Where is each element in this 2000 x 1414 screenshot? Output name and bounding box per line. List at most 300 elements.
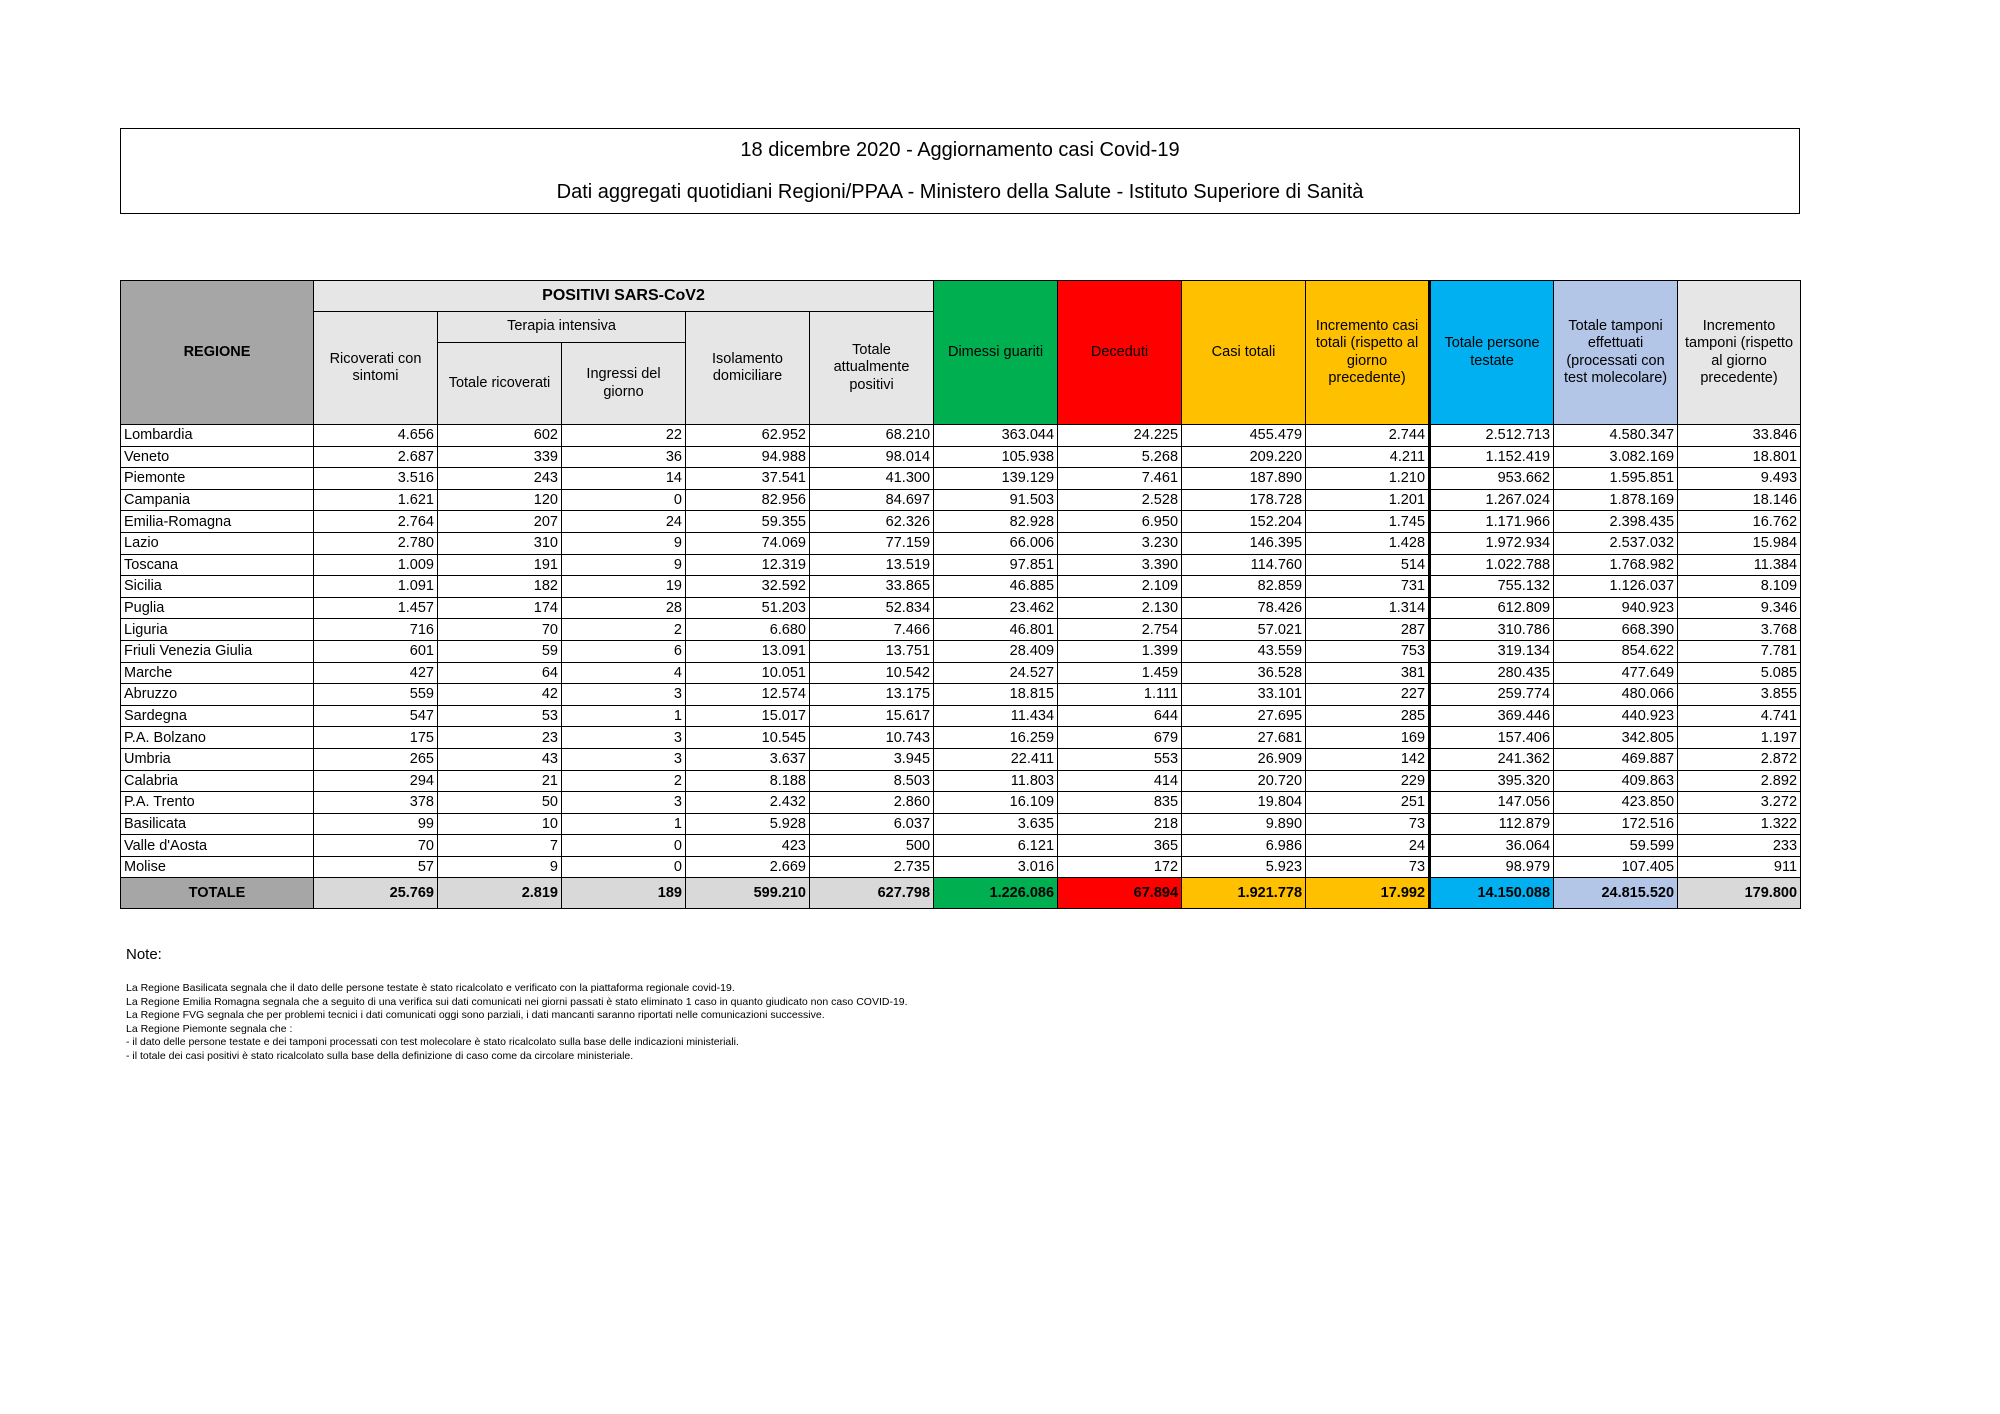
- table-row: [121, 835, 1801, 857]
- value-cell: 2.754: [1058, 619, 1182, 641]
- notes-title: Note:: [126, 946, 162, 963]
- total-value-cell: 599.210: [686, 878, 810, 909]
- table-row: [121, 446, 1801, 468]
- value-cell: 11.434: [934, 705, 1058, 727]
- value-cell: 157.406: [1430, 727, 1554, 749]
- value-cell: 3.855: [1678, 684, 1801, 706]
- value-cell: 469.887: [1554, 748, 1678, 770]
- value-cell: 2.512.713: [1430, 425, 1554, 447]
- value-cell: 120: [438, 489, 562, 511]
- value-cell: 381: [1306, 662, 1430, 684]
- value-cell: 251: [1306, 792, 1430, 814]
- value-cell: 4.580.347: [1554, 425, 1678, 447]
- region-name-cell: Calabria: [121, 770, 314, 792]
- value-cell: 1.091: [314, 576, 438, 598]
- value-cell: 97.851: [934, 554, 1058, 576]
- note-line: - il dato delle persone testate e dei tamponi processati con test molecolare è stato ricalcolato sulla base delle indicazioni ministeriali.: [126, 1036, 739, 1048]
- value-cell: 2.687: [314, 446, 438, 468]
- value-cell: 13.091: [686, 640, 810, 662]
- value-cell: 59: [438, 640, 562, 662]
- value-cell: 1.267.024: [1430, 489, 1554, 511]
- header-dimessi: Dimessi guariti: [934, 281, 1058, 425]
- value-cell: 11.803: [934, 770, 1058, 792]
- value-cell: 265: [314, 748, 438, 770]
- table-row: [121, 576, 1801, 598]
- value-cell: 16.762: [1678, 511, 1801, 533]
- total-value-cell: 179.800: [1678, 878, 1801, 909]
- value-cell: 33.846: [1678, 425, 1801, 447]
- value-cell: 107.405: [1554, 856, 1678, 878]
- value-cell: 679: [1058, 727, 1182, 749]
- region-name-cell: Toscana: [121, 554, 314, 576]
- value-cell: 21: [438, 770, 562, 792]
- value-cell: 82.859: [1182, 576, 1306, 598]
- value-cell: 3.637: [686, 748, 810, 770]
- header-deceduti: Deceduti: [1058, 281, 1182, 425]
- value-cell: 229: [1306, 770, 1430, 792]
- value-cell: 2.669: [686, 856, 810, 878]
- note-line: La Regione Basilicata segnala che il dato delle persone testate è stato ricalcolato e verificato con la piattaforma regionale covid-19.: [126, 982, 735, 994]
- value-cell: 174: [438, 597, 562, 619]
- total-value-cell: 25.769: [314, 878, 438, 909]
- value-cell: 294: [314, 770, 438, 792]
- table-row: [121, 792, 1801, 814]
- header-tamponi: Totale tamponi effettuati (processati con test molecolare): [1554, 281, 1678, 425]
- value-cell: 310.786: [1430, 619, 1554, 641]
- note-line: La Regione Emilia Romagna segnala che a seguito di una verifica sui dati comunicati nei giorni passati è stato eliminato 1 caso in quanto giudicato non caso COVID-19.: [126, 995, 908, 1008]
- value-cell: 15.017: [686, 705, 810, 727]
- value-cell: 13.519: [810, 554, 934, 576]
- value-cell: 731: [1306, 576, 1430, 598]
- value-cell: 644: [1058, 705, 1182, 727]
- table-row: [121, 640, 1801, 662]
- value-cell: 10.542: [810, 662, 934, 684]
- value-cell: 8.109: [1678, 576, 1801, 598]
- value-cell: 7.461: [1058, 468, 1182, 490]
- total-value-cell: 14.150.088: [1430, 878, 1554, 909]
- header-isolamento: Isolamento domiciliare: [686, 312, 810, 425]
- value-cell: 602: [438, 425, 562, 447]
- value-cell: 4.656: [314, 425, 438, 447]
- value-cell: 2.860: [810, 792, 934, 814]
- header-positivi: POSITIVI SARS-CoV2: [314, 281, 934, 312]
- value-cell: 2.892: [1678, 770, 1801, 792]
- value-cell: 1: [562, 705, 686, 727]
- value-cell: 227: [1306, 684, 1430, 706]
- value-cell: 78.426: [1182, 597, 1306, 619]
- value-cell: 98.014: [810, 446, 934, 468]
- value-cell: 12.319: [686, 554, 810, 576]
- value-cell: 1.972.934: [1430, 532, 1554, 554]
- value-cell: 2: [562, 770, 686, 792]
- value-cell: 59.599: [1554, 835, 1678, 857]
- value-cell: 11.384: [1678, 554, 1801, 576]
- report-title-box: [120, 128, 1800, 214]
- value-cell: 477.649: [1554, 662, 1678, 684]
- value-cell: 1.457: [314, 597, 438, 619]
- value-cell: 23: [438, 727, 562, 749]
- value-cell: 2.109: [1058, 576, 1182, 598]
- value-cell: 33.865: [810, 576, 934, 598]
- table-row: [121, 684, 1801, 706]
- region-name-cell: Lazio: [121, 532, 314, 554]
- value-cell: 2.780: [314, 532, 438, 554]
- value-cell: 547: [314, 705, 438, 727]
- value-cell: 209.220: [1182, 446, 1306, 468]
- value-cell: 187.890: [1182, 468, 1306, 490]
- total-value-cell: 24.815.520: [1554, 878, 1678, 909]
- value-cell: 23.462: [934, 597, 1058, 619]
- value-cell: 668.390: [1554, 619, 1678, 641]
- value-cell: 172: [1058, 856, 1182, 878]
- header-incremento-tamponi: Incremento tamponi (rispetto al giorno precedente): [1678, 281, 1801, 425]
- value-cell: 243: [438, 468, 562, 490]
- value-cell: 395.320: [1430, 770, 1554, 792]
- header-persone-testate: Totale persone testate: [1430, 281, 1554, 425]
- value-cell: 53: [438, 705, 562, 727]
- value-cell: 12.574: [686, 684, 810, 706]
- region-name-cell: Umbria: [121, 748, 314, 770]
- value-cell: 41.300: [810, 468, 934, 490]
- value-cell: 1.459: [1058, 662, 1182, 684]
- value-cell: 218: [1058, 813, 1182, 835]
- value-cell: 37.541: [686, 468, 810, 490]
- value-cell: 3: [562, 727, 686, 749]
- table-row: [121, 748, 1801, 770]
- value-cell: 1.126.037: [1554, 576, 1678, 598]
- totals-row: [121, 878, 1801, 909]
- table-row: [121, 813, 1801, 835]
- total-value-cell: 67.894: [1058, 878, 1182, 909]
- table-row: [121, 425, 1801, 447]
- note-line: La Regione FVG segnala che per problemi tecnici i dati comunicati oggi sono parziali, i dati mancanti saranno riportati nelle comunicazioni successive.: [126, 1009, 825, 1021]
- value-cell: 36: [562, 446, 686, 468]
- value-cell: 9.346: [1678, 597, 1801, 619]
- value-cell: 5.268: [1058, 446, 1182, 468]
- total-value-cell: 1.921.778: [1182, 878, 1306, 909]
- value-cell: 280.435: [1430, 662, 1554, 684]
- value-cell: 0: [562, 856, 686, 878]
- value-cell: 36.528: [1182, 662, 1306, 684]
- table-row: [121, 727, 1801, 749]
- value-cell: 423.850: [1554, 792, 1678, 814]
- value-cell: 3.230: [1058, 532, 1182, 554]
- value-cell: 43: [438, 748, 562, 770]
- table-row: [121, 468, 1801, 490]
- value-cell: 409.863: [1554, 770, 1678, 792]
- value-cell: 285: [1306, 705, 1430, 727]
- value-cell: 7.781: [1678, 640, 1801, 662]
- report-subtitle: Dati aggregati quotidiani Regioni/PPAA - Ministero della Salute - Istituto Superiore di Sanità: [556, 181, 1364, 203]
- value-cell: 0: [562, 835, 686, 857]
- value-cell: 1.595.851: [1554, 468, 1678, 490]
- value-cell: 2.744: [1306, 425, 1430, 447]
- value-cell: 142: [1306, 748, 1430, 770]
- value-cell: 1.428: [1306, 532, 1430, 554]
- value-cell: 339: [438, 446, 562, 468]
- value-cell: 18.146: [1678, 489, 1801, 511]
- value-cell: 139.129: [934, 468, 1058, 490]
- region-name-cell: Lombardia: [121, 425, 314, 447]
- value-cell: 94.988: [686, 446, 810, 468]
- value-cell: 51.203: [686, 597, 810, 619]
- value-cell: 28.409: [934, 640, 1058, 662]
- table-row: [121, 856, 1801, 878]
- value-cell: 2.872: [1678, 748, 1801, 770]
- value-cell: 259.774: [1430, 684, 1554, 706]
- value-cell: 6.121: [934, 835, 1058, 857]
- value-cell: 440.923: [1554, 705, 1678, 727]
- covid-data-table: [120, 280, 1801, 909]
- value-cell: 15.617: [810, 705, 934, 727]
- value-cell: 9: [438, 856, 562, 878]
- value-cell: 146.395: [1182, 532, 1306, 554]
- value-cell: 2.537.032: [1554, 532, 1678, 554]
- value-cell: 480.066: [1554, 684, 1678, 706]
- value-cell: 84.697: [810, 489, 934, 511]
- value-cell: 8.503: [810, 770, 934, 792]
- region-name-cell: P.A. Bolzano: [121, 727, 314, 749]
- note-line: - il totale dei casi positivi è stato ricalcolato sulla base della definizione di caso come da circolare ministeriale.: [126, 1049, 634, 1062]
- value-cell: 152.204: [1182, 511, 1306, 533]
- value-cell: 2.528: [1058, 489, 1182, 511]
- region-name-cell: Sicilia: [121, 576, 314, 598]
- value-cell: 3.082.169: [1554, 446, 1678, 468]
- value-cell: 2.735: [810, 856, 934, 878]
- value-cell: 27.695: [1182, 705, 1306, 727]
- value-cell: 4: [562, 662, 686, 684]
- value-cell: 91.503: [934, 489, 1058, 511]
- table-body: [121, 425, 1801, 909]
- value-cell: 1.111: [1058, 684, 1182, 706]
- value-cell: 16.109: [934, 792, 1058, 814]
- value-cell: 18.815: [934, 684, 1058, 706]
- value-cell: 3.945: [810, 748, 934, 770]
- value-cell: 13.751: [810, 640, 934, 662]
- table-row: [121, 511, 1801, 533]
- value-cell: 64: [438, 662, 562, 684]
- value-cell: 241.362: [1430, 748, 1554, 770]
- value-cell: 612.809: [1430, 597, 1554, 619]
- header-regione: REGIONE: [121, 281, 314, 425]
- value-cell: 50: [438, 792, 562, 814]
- value-cell: 73: [1306, 856, 1430, 878]
- total-value-cell: 17.992: [1306, 878, 1430, 909]
- value-cell: 46.885: [934, 576, 1058, 598]
- value-cell: 940.923: [1554, 597, 1678, 619]
- value-cell: 427: [314, 662, 438, 684]
- region-name-cell: Puglia: [121, 597, 314, 619]
- header-totale-positivi: Totale attualmente positivi: [810, 312, 934, 425]
- value-cell: 70: [314, 835, 438, 857]
- value-cell: 9: [562, 554, 686, 576]
- value-cell: 911: [1678, 856, 1801, 878]
- value-cell: 99: [314, 813, 438, 835]
- value-cell: 22.411: [934, 748, 1058, 770]
- value-cell: 3.768: [1678, 619, 1801, 641]
- value-cell: 0: [562, 489, 686, 511]
- value-cell: 77.159: [810, 532, 934, 554]
- value-cell: 369.446: [1430, 705, 1554, 727]
- value-cell: 9.890: [1182, 813, 1306, 835]
- value-cell: 3.390: [1058, 554, 1182, 576]
- value-cell: 172.516: [1554, 813, 1678, 835]
- region-name-cell: Piemonte: [121, 468, 314, 490]
- value-cell: 423: [686, 835, 810, 857]
- value-cell: 62.952: [686, 425, 810, 447]
- value-cell: 74.069: [686, 532, 810, 554]
- value-cell: 191: [438, 554, 562, 576]
- total-value-cell: 189: [562, 878, 686, 909]
- region-name-cell: Liguria: [121, 619, 314, 641]
- table-row: [121, 662, 1801, 684]
- table-row: [121, 489, 1801, 511]
- region-name-cell: Sardegna: [121, 705, 314, 727]
- note-line: La Regione Piemonte segnala che :: [126, 1022, 293, 1035]
- value-cell: 9: [562, 532, 686, 554]
- value-cell: 1.399: [1058, 640, 1182, 662]
- value-cell: 553: [1058, 748, 1182, 770]
- value-cell: 514: [1306, 554, 1430, 576]
- value-cell: 24: [562, 511, 686, 533]
- value-cell: 105.938: [934, 446, 1058, 468]
- value-cell: 24.527: [934, 662, 1058, 684]
- value-cell: 59.355: [686, 511, 810, 533]
- value-cell: 3.272: [1678, 792, 1801, 814]
- value-cell: 175: [314, 727, 438, 749]
- value-cell: 73: [1306, 813, 1430, 835]
- region-name-cell: Molise: [121, 856, 314, 878]
- region-name-cell: Abruzzo: [121, 684, 314, 706]
- value-cell: 2.398.435: [1554, 511, 1678, 533]
- value-cell: 147.056: [1430, 792, 1554, 814]
- value-cell: 7.466: [810, 619, 934, 641]
- region-name-cell: Friuli Venezia Giulia: [121, 640, 314, 662]
- value-cell: 2: [562, 619, 686, 641]
- value-cell: 3.635: [934, 813, 1058, 835]
- value-cell: 62.326: [810, 511, 934, 533]
- value-cell: 1.022.788: [1430, 554, 1554, 576]
- value-cell: 1.322: [1678, 813, 1801, 835]
- value-cell: 9.493: [1678, 468, 1801, 490]
- value-cell: 601: [314, 640, 438, 662]
- notes-list: [126, 982, 908, 1063]
- value-cell: 15.984: [1678, 532, 1801, 554]
- total-value-cell: 1.226.086: [934, 878, 1058, 909]
- table-row: [121, 705, 1801, 727]
- value-cell: 10: [438, 813, 562, 835]
- value-cell: 36.064: [1430, 835, 1554, 857]
- value-cell: 1.201: [1306, 489, 1430, 511]
- value-cell: 46.801: [934, 619, 1058, 641]
- value-cell: 19: [562, 576, 686, 598]
- value-cell: 1.009: [314, 554, 438, 576]
- value-cell: 1.197: [1678, 727, 1801, 749]
- value-cell: 363.044: [934, 425, 1058, 447]
- value-cell: 287: [1306, 619, 1430, 641]
- value-cell: 3.516: [314, 468, 438, 490]
- value-cell: 28: [562, 597, 686, 619]
- value-cell: 559: [314, 684, 438, 706]
- region-name-cell: Veneto: [121, 446, 314, 468]
- value-cell: 1: [562, 813, 686, 835]
- header-terapia-intensiva: Terapia intensiva: [438, 312, 686, 343]
- value-cell: 854.622: [1554, 640, 1678, 662]
- value-cell: 98.979: [1430, 856, 1554, 878]
- value-cell: 2.130: [1058, 597, 1182, 619]
- value-cell: 57: [314, 856, 438, 878]
- value-cell: 755.132: [1430, 576, 1554, 598]
- value-cell: 953.662: [1430, 468, 1554, 490]
- total-value-cell: 2.819: [438, 878, 562, 909]
- value-cell: 1.171.966: [1430, 511, 1554, 533]
- value-cell: 10.051: [686, 662, 810, 684]
- value-cell: 1.314: [1306, 597, 1430, 619]
- header-totale-ricoverati: Totale ricoverati: [438, 343, 562, 425]
- value-cell: 20.720: [1182, 770, 1306, 792]
- value-cell: 6.950: [1058, 511, 1182, 533]
- value-cell: 6: [562, 640, 686, 662]
- value-cell: 43.559: [1182, 640, 1306, 662]
- value-cell: 414: [1058, 770, 1182, 792]
- value-cell: 10.743: [810, 727, 934, 749]
- region-name-cell: Campania: [121, 489, 314, 511]
- value-cell: 6.037: [810, 813, 934, 835]
- region-name-cell: Valle d'Aosta: [121, 835, 314, 857]
- value-cell: 22: [562, 425, 686, 447]
- table-row: [121, 554, 1801, 576]
- value-cell: 52.834: [810, 597, 934, 619]
- value-cell: 319.134: [1430, 640, 1554, 662]
- header-ingressi: Ingressi del giorno: [562, 343, 686, 425]
- value-cell: 835: [1058, 792, 1182, 814]
- value-cell: 716: [314, 619, 438, 641]
- value-cell: 5.923: [1182, 856, 1306, 878]
- value-cell: 33.101: [1182, 684, 1306, 706]
- total-value-cell: 627.798: [810, 878, 934, 909]
- value-cell: 178.728: [1182, 489, 1306, 511]
- value-cell: 10.545: [686, 727, 810, 749]
- value-cell: 26.909: [1182, 748, 1306, 770]
- value-cell: 3: [562, 792, 686, 814]
- value-cell: 5.928: [686, 813, 810, 835]
- value-cell: 4.211: [1306, 446, 1430, 468]
- region-name-cell: Emilia-Romagna: [121, 511, 314, 533]
- value-cell: 310: [438, 532, 562, 554]
- value-cell: 2.432: [686, 792, 810, 814]
- value-cell: 82.956: [686, 489, 810, 511]
- value-cell: 24.225: [1058, 425, 1182, 447]
- value-cell: 18.801: [1678, 446, 1801, 468]
- value-cell: 1.210: [1306, 468, 1430, 490]
- value-cell: 66.006: [934, 532, 1058, 554]
- value-cell: 7: [438, 835, 562, 857]
- value-cell: 365: [1058, 835, 1182, 857]
- value-cell: 14: [562, 468, 686, 490]
- value-cell: 19.804: [1182, 792, 1306, 814]
- header-ricoverati: Ricoverati con sintomi: [314, 312, 438, 425]
- table-row: [121, 770, 1801, 792]
- table-row: [121, 597, 1801, 619]
- value-cell: 112.879: [1430, 813, 1554, 835]
- value-cell: 1.152.419: [1430, 446, 1554, 468]
- value-cell: 182: [438, 576, 562, 598]
- value-cell: 82.928: [934, 511, 1058, 533]
- value-cell: 1.768.982: [1554, 554, 1678, 576]
- header-casi-totali: Casi totali: [1182, 281, 1306, 425]
- value-cell: 57.021: [1182, 619, 1306, 641]
- value-cell: 753: [1306, 640, 1430, 662]
